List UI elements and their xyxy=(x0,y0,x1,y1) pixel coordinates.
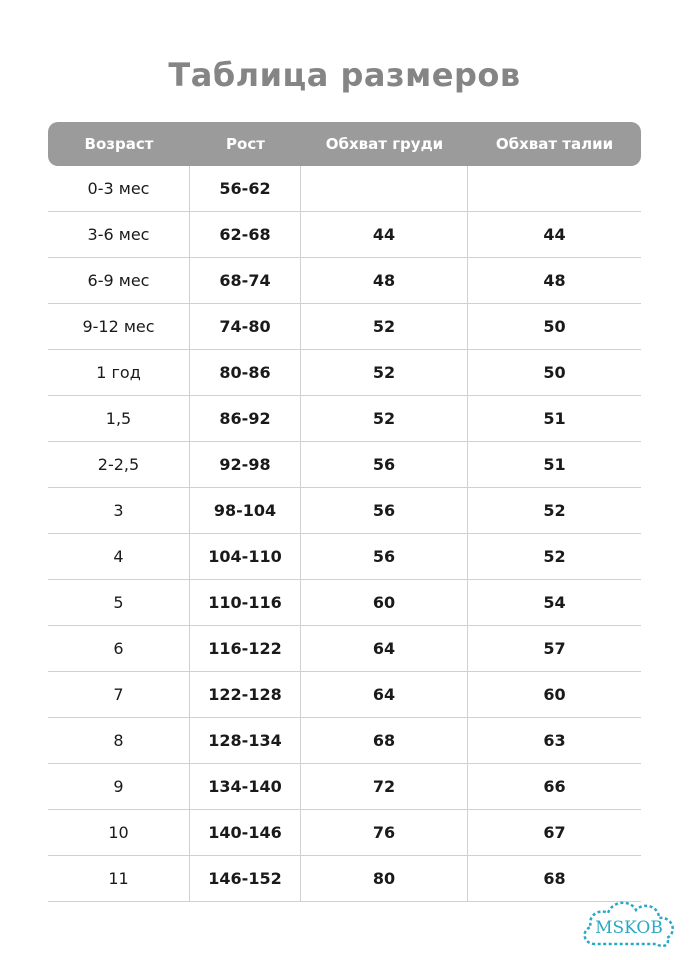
chest-cell: 72 xyxy=(301,764,468,809)
height-cell: 128-134 xyxy=(190,718,301,763)
waist-cell: 50 xyxy=(543,363,566,382)
page-title: Таблица размеров xyxy=(168,56,521,94)
waist-cell: 54 xyxy=(543,593,566,612)
waist-cell: 67 xyxy=(543,823,566,842)
height-cell: 134-140 xyxy=(190,764,301,809)
chest-cell: 64 xyxy=(301,672,468,717)
age-cell: 8 xyxy=(48,718,190,763)
waist-cell: 60 xyxy=(543,685,566,704)
waist-cell: 52 xyxy=(543,547,566,566)
age-cell: 1 год xyxy=(48,350,190,395)
chest-cell: 52 xyxy=(301,304,468,349)
height-cell: 92-98 xyxy=(190,442,301,487)
height-cell: 74-80 xyxy=(190,304,301,349)
table-row xyxy=(48,810,641,856)
chest-cell: 56 xyxy=(301,488,468,533)
cloud-logo-icon xyxy=(579,894,681,952)
waist-cell: 51 xyxy=(543,455,566,474)
age-cell: 3-6 мес xyxy=(48,212,190,257)
table-row xyxy=(48,580,641,626)
table-row xyxy=(48,626,641,672)
table-row xyxy=(48,718,641,764)
height-cell: 140-146 xyxy=(190,810,301,855)
chest-cell: 76 xyxy=(301,810,468,855)
height-cell: 98-104 xyxy=(190,488,301,533)
waist-cell: 52 xyxy=(543,501,566,520)
height-cell: 68-74 xyxy=(190,258,301,303)
age-cell: 7 xyxy=(48,672,190,717)
height-cell: 86-92 xyxy=(190,396,301,441)
table-row xyxy=(48,350,641,396)
table-row xyxy=(48,488,641,534)
table-row xyxy=(48,856,641,902)
age-cell: 0-3 мес xyxy=(48,166,190,211)
waist-cell xyxy=(468,166,641,211)
header-height: Рост xyxy=(226,135,265,153)
height-cell: 62-68 xyxy=(190,212,301,257)
height-cell: 104-110 xyxy=(190,534,301,579)
chest-cell: 48 xyxy=(301,258,468,303)
age-cell: 9 xyxy=(48,764,190,809)
watermark-text: MSKOB xyxy=(595,918,663,938)
age-cell: 1,5 xyxy=(48,396,190,441)
age-cell: 9-12 мес xyxy=(48,304,190,349)
chest-cell: 64 xyxy=(301,626,468,671)
height-cell: 56-62 xyxy=(190,166,301,211)
header-age: Возраст xyxy=(84,135,154,153)
waist-cell: 57 xyxy=(543,639,566,658)
table-row xyxy=(48,258,641,304)
table-row xyxy=(48,534,641,580)
header-waist: Обхват талии xyxy=(495,135,614,153)
age-cell: 3 xyxy=(48,488,190,533)
height-cell: 110-116 xyxy=(190,580,301,625)
height-cell: 146-152 xyxy=(190,856,301,901)
height-cell: 80-86 xyxy=(190,350,301,395)
age-cell: 6-9 мес xyxy=(48,258,190,303)
height-cell: 116-122 xyxy=(190,626,301,671)
age-cell: 11 xyxy=(48,856,190,901)
waist-cell: 68 xyxy=(543,869,566,888)
table-body xyxy=(48,166,641,902)
age-cell: 10 xyxy=(48,810,190,855)
header-chest: Обхват груди xyxy=(325,135,444,153)
table-row xyxy=(48,672,641,718)
table-row xyxy=(48,304,641,350)
chest-cell xyxy=(301,166,468,211)
waist-cell: 44 xyxy=(543,225,566,244)
chest-cell: 56 xyxy=(301,442,468,487)
age-cell: 6 xyxy=(48,626,190,671)
table-row xyxy=(48,212,641,258)
chest-cell: 52 xyxy=(301,396,468,441)
table-row xyxy=(48,442,641,488)
waist-cell: 63 xyxy=(543,731,566,750)
chest-cell: 44 xyxy=(301,212,468,257)
table-row xyxy=(48,764,641,810)
watermark-logo xyxy=(579,894,681,952)
chest-cell: 56 xyxy=(301,534,468,579)
waist-cell: 50 xyxy=(543,317,566,336)
age-cell: 2-2,5 xyxy=(48,442,190,487)
age-cell: 5 xyxy=(48,580,190,625)
chest-cell: 80 xyxy=(301,856,468,901)
table-row xyxy=(48,396,641,442)
waist-cell: 66 xyxy=(543,777,566,796)
chest-cell: 68 xyxy=(301,718,468,763)
age-cell: 4 xyxy=(48,534,190,579)
size-table xyxy=(48,122,641,902)
table-header xyxy=(48,122,641,166)
height-cell: 122-128 xyxy=(190,672,301,717)
chest-cell: 60 xyxy=(301,580,468,625)
waist-cell: 48 xyxy=(543,271,566,290)
chest-cell: 52 xyxy=(301,350,468,395)
waist-cell: 51 xyxy=(543,409,566,428)
table-row xyxy=(48,166,641,212)
